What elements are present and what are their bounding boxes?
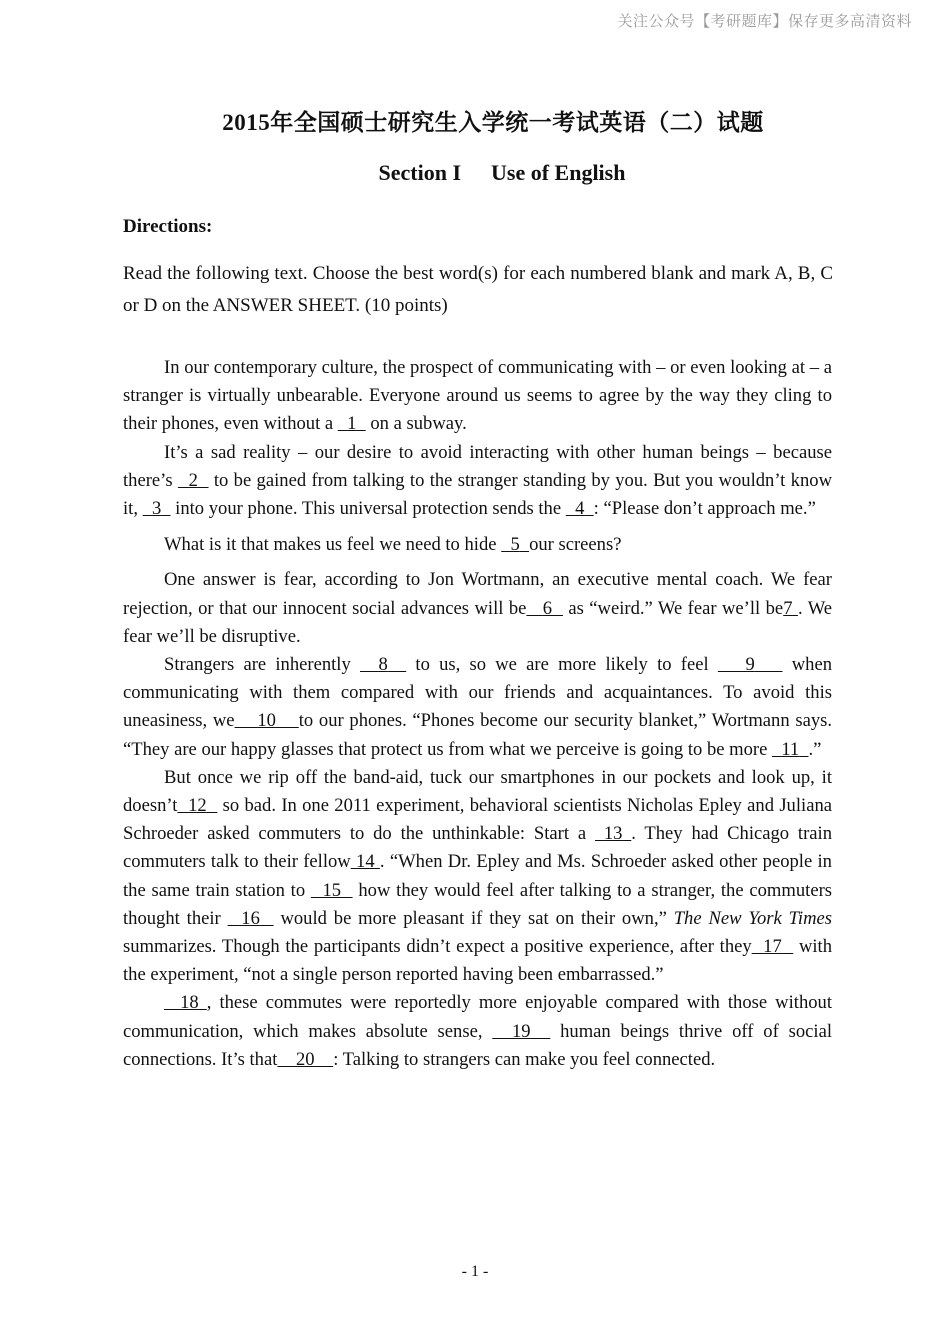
blank-17: 17 xyxy=(763,936,782,958)
passage-text: to us, so we are more likely to feel xyxy=(406,654,718,676)
passage-text: to our phones. “Phones become our security blanket,” Wortmann says. “They are our happy glasses that protect us from what we perceive is going to be more xyxy=(123,710,833,760)
paragraph-1 xyxy=(123,354,832,439)
blank-2: 2 xyxy=(188,469,198,491)
passage-text: , these commutes were reportedly more enjoyable compared with those without communication, which makes absolute sense, xyxy=(123,992,832,1042)
page-title: 2015年全国硕士研究生入学统一考试英语（二）试题 xyxy=(222,110,764,135)
passage-text: human beings thrive off of social connections. It’s that xyxy=(123,1020,833,1070)
passage-text: : Talking to strangers can make you feel connected. xyxy=(333,1048,716,1070)
blank-20: 20 xyxy=(296,1048,315,1070)
blank-6: 6 xyxy=(542,597,553,619)
blank-9: 9 xyxy=(745,654,755,676)
blank-14: 14 xyxy=(356,851,375,873)
blank-5: 5 xyxy=(510,534,520,556)
blank-7: 7 xyxy=(783,597,793,619)
cloze-passage xyxy=(123,354,832,1074)
passage-text: . We fear we’ll be disruptive. xyxy=(123,597,833,647)
blank-11: 11 xyxy=(781,738,800,760)
passage-text: our screens? xyxy=(529,534,622,556)
passage-text: to be gained from talking to the stranger standing by you. But you wouldn’t know it, xyxy=(123,469,833,520)
passage-text: One answer is fear, according to Jon Wortmann, an executive mental coach. We fear rejection, or that our innocent social advances will be xyxy=(123,569,832,619)
passage-text: so bad. In one 2011 experiment, behavioral scientists Nicholas Epley and Juliana Schroeder asked commuters to do the unthinkable: Start a xyxy=(123,795,832,845)
passage-text: when communicating with them compared with our friends and acquaintances. To avoid this uneasiness, we xyxy=(123,654,832,732)
blank-19: 19 xyxy=(512,1020,531,1042)
passage-text: Strangers are inherently xyxy=(164,654,360,676)
passage-text: But once we rip off the band-aid, tuck our smartphones in our pockets and look up, it doesn’t xyxy=(123,766,832,817)
passage-text: .” xyxy=(808,738,822,760)
blank-16: 16 xyxy=(241,907,260,929)
passage-text: as “weird.” We fear we’ll be xyxy=(562,597,784,619)
blank-12: 12 xyxy=(188,795,207,817)
paragraph-7 xyxy=(123,989,832,1074)
directions-text: Read the following text. Choose the best word(s) for each numbered blank and mark A, B, C or D on the ANSWER SHEET. (10 points) xyxy=(123,263,833,316)
blank-13: 13 xyxy=(603,823,623,845)
blank-8: 8 xyxy=(378,654,388,676)
directions-heading: Directions: xyxy=(123,216,213,237)
page-number: - 1 - xyxy=(461,1263,489,1280)
section-heading xyxy=(0,160,950,186)
paragraph-2 xyxy=(123,439,832,524)
passage-text: : “Please don’t approach me.” xyxy=(593,498,816,520)
passage-text: . “When Dr. Epley and Ms. Schroeder asked other people in the same train station to xyxy=(123,851,832,901)
section-label: Section I xyxy=(378,160,461,185)
passage-text: into your phone. This universal protection sends the xyxy=(170,498,566,520)
passage-text: In our contemporary culture, the prospect of communicating with – or even looking at – a stranger is virtually unbearable. Everyone around us seems to agree by the way they cling to their phones, even without a xyxy=(123,357,832,435)
section-name: Use of English xyxy=(491,160,626,185)
blank-10: 10 xyxy=(257,710,276,732)
passage-text: What is it that makes us feel we need to hide xyxy=(164,534,502,556)
passage-text: . They had Chicago train commuters talk to their fellow xyxy=(123,823,832,873)
passage-text: would be more pleasant if they sat on their own,” xyxy=(273,907,674,929)
passage-text: summarizes. Though the participants didn’t expect a positive experience, after they xyxy=(123,936,752,958)
passage-text: on a subway. xyxy=(365,413,467,435)
paragraph-5 xyxy=(123,651,832,764)
blank-1: 1 xyxy=(347,413,357,435)
blank-15: 15 xyxy=(322,879,342,901)
blank-4: 4 xyxy=(575,498,585,520)
blank-3: 3 xyxy=(151,498,162,520)
passage-text: how they would feel after talking to a stranger, the commuters thought their xyxy=(123,879,833,929)
paragraph-3 xyxy=(123,531,832,559)
paragraph-6 xyxy=(123,764,832,990)
newspaper-title: The New York Times xyxy=(673,907,833,929)
blank-18: 18 xyxy=(180,992,199,1014)
watermark: 关注公众号【考研题库】保存更多高清资料 xyxy=(617,12,912,30)
paragraph-4 xyxy=(123,566,832,651)
passage-text: with the experiment, “not a single person reported having been embarrassed.” xyxy=(123,936,833,986)
passage-text: It’s a sad reality – our desire to avoid interacting with other human beings – because there’s xyxy=(123,441,832,491)
